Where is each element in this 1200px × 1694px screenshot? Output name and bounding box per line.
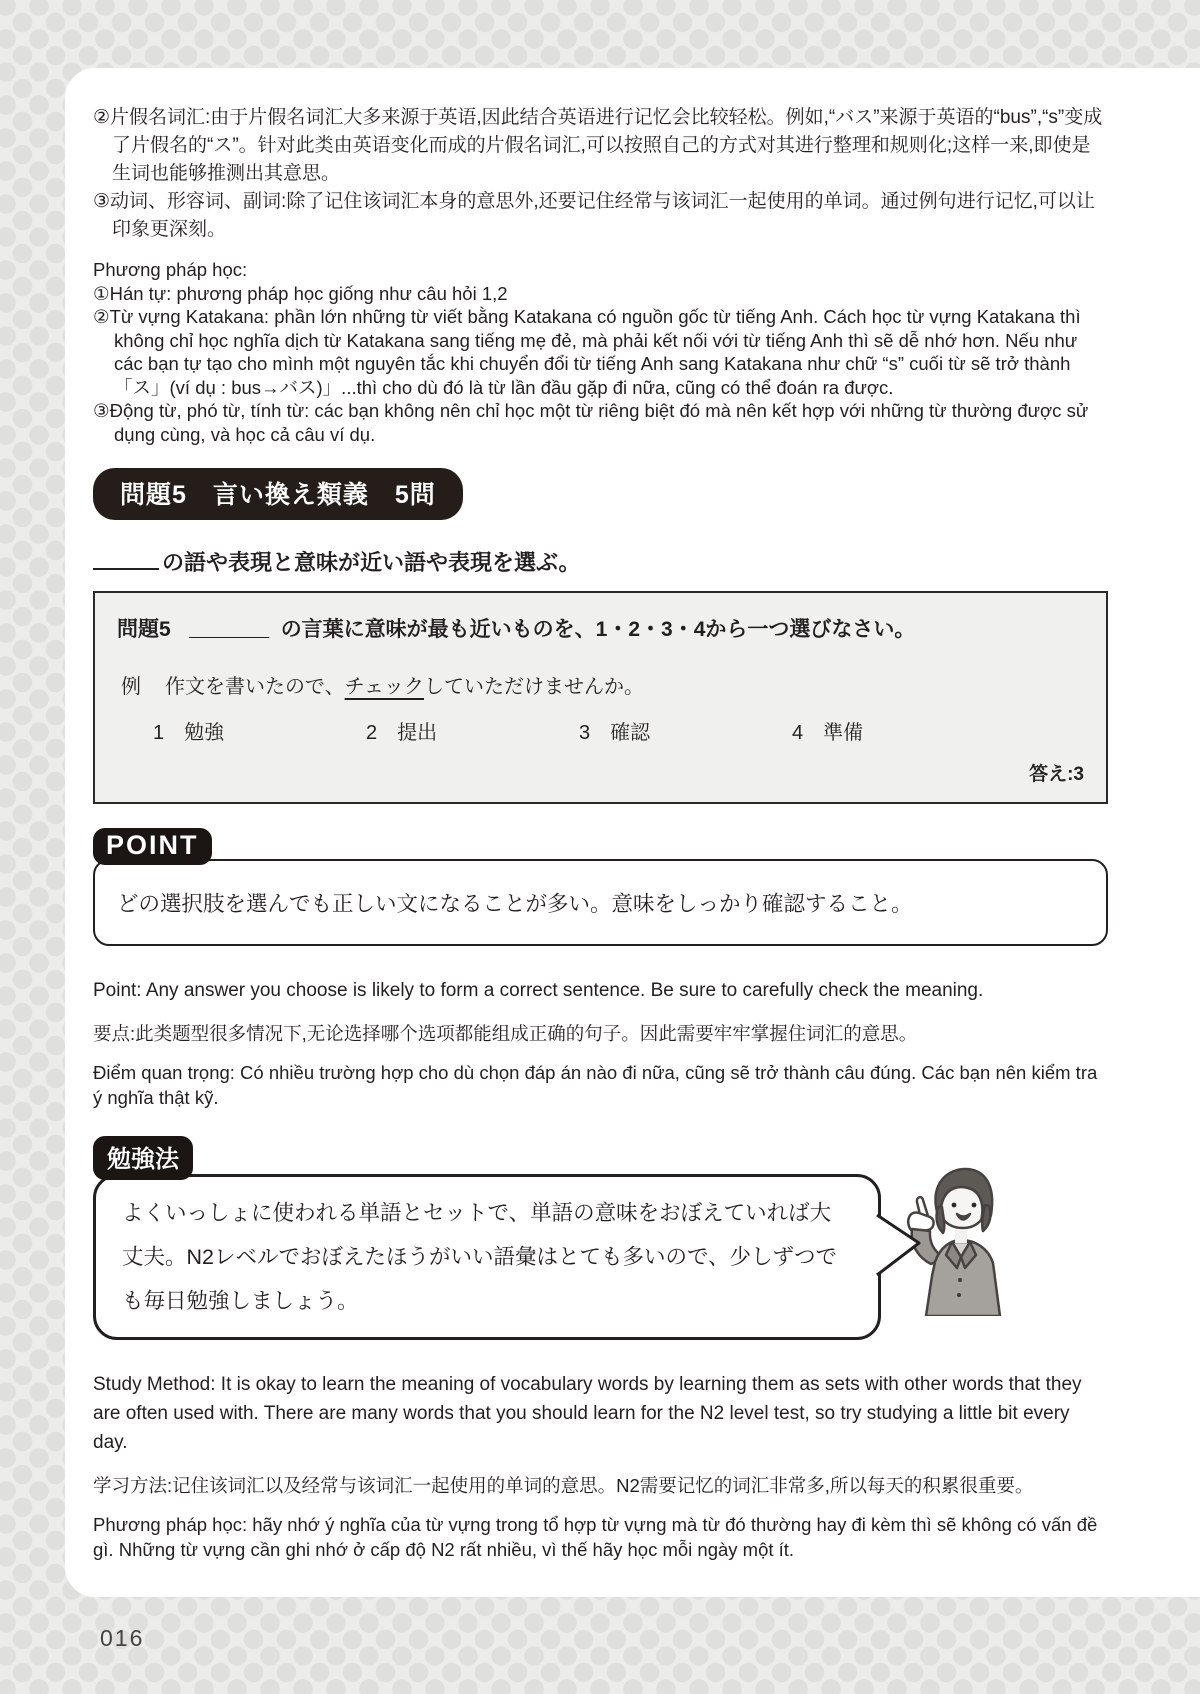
option-3: 3 確認: [579, 722, 651, 744]
option-1: 1 勉強: [153, 722, 225, 744]
point-text-cn: 要点:此类题型很多情况下,无论选择哪个选项都能组成正确的句子。因此需要牢牢掌握住词汇的意思。: [93, 1023, 918, 1044]
point-label: POINT: [93, 828, 212, 865]
speech-bubble: [93, 1174, 881, 1340]
point-text-vn: Điểm quan trọng: Có nhiều trường hợp cho dù chọn đáp án nào đi nữa, cũng sẽ trở thành câu đúng. Các bạn nên kiểm tra ý nghĩa thật kỹ.: [93, 1062, 1098, 1108]
question-prompt: [117, 613, 1084, 643]
speech-bubble-tail: [875, 1213, 921, 1277]
page-number: 016: [100, 1625, 145, 1651]
study-method-text-en: Study Method: It is okay to learn the meaning of vocabulary words by learning them as sets with other words that they are often used with. There are many words that you should learn for the N2 level test, so try studying a little bit every day.: [93, 1374, 1082, 1453]
point-text-en: Point: Any answer you choose is likely to form a correct sentence. Be sure to carefully check the meaning.: [93, 980, 984, 1001]
answer-key: 答え:3: [1029, 764, 1084, 785]
study-method-text-cn: 学习方法:记住该词汇以及经常与该词汇一起使用的单词的意思。N2需要记忆的词汇非常多,所以每天的积累很重要。: [93, 1475, 1034, 1496]
note-hantu-vn: ①Hán tự: phương pháp học giống như câu hỏi 1,2: [93, 282, 508, 304]
option-4: 4 準備: [792, 722, 864, 744]
prompt-label: 問題5: [117, 618, 171, 641]
example-question-box: [93, 591, 1108, 804]
note-verbs-vn: ③Động từ, phó từ, tính từ: các bạn không nên chỉ học một từ riêng biệt đó mà nên kết hợp với những từ thường được sử dụng cùng, và học cả câu ví dụ.: [93, 400, 1089, 445]
example-label: 例: [121, 676, 141, 698]
example-post-text: していただけませんか。: [424, 676, 645, 698]
vn-notes-title: Phương pháp học:: [93, 259, 248, 280]
note-verbs-adjectives-cn: ③动词、形容词、副词:除了记住该词汇本身的意思外,还要记住经常与该词汇一起使用的单词。通过例句进行记忆,可以让印象更深刻。: [93, 191, 1095, 240]
study-method-label: 勉強法: [93, 1136, 193, 1180]
section-title: 問題5 言い換え類義 5問: [120, 481, 436, 509]
prompt-blank-underline: [189, 617, 269, 638]
blank-underline: [93, 548, 159, 570]
option-2: 2 提出: [366, 722, 438, 744]
study-method-text-vn: Phương pháp học: hãy nhớ ý nghĩa của từ vựng trong tổ hợp từ vựng mà từ đó thường hay đi kèm thì sẽ không có vấn đề gì. Những từ vựng cần ghi nhớ ở cấp độ N2 rất nhiều, vì thế hãy học mỗi ngày một ít.: [93, 1514, 1098, 1560]
task-text: の語や表現と意味が近い語や表現を選ぶ。: [162, 550, 581, 575]
point-text-jp: どの選択肢を選んでも正しい文になることが多い。意味をしっかり確認すること。: [117, 892, 913, 916]
example-sentence: [121, 670, 1084, 699]
chinese-study-notes: [93, 104, 1108, 244]
content-card: [65, 68, 1200, 1597]
speech-bubble-text: よくいっしょに使われる単語とセットで、単語の意味をおぼえていれば大丈夫。N2レベルでおぼえたほうがいい語彙はとても多いので、少しずつでも毎日勉強しましょう。: [122, 1201, 838, 1313]
note-katakana-vn: ②Từ vựng Katakana: phần lớn những từ viết bằng Katakana có nguồn gốc từ tiếng Anh. Cách học từ vựng Katakana thì không chỉ học nghĩa dịch từ Katakana sang tiếng mẹ đẻ, mà phải kết nối với từ tiếng Anh thì sẽ dễ nhớ hơn. Nếu như các bạn tự tạo cho mình một nguyên tắc khi chuyển đổi từ tiếng Anh sang Katakana như chữ “s” cuối từ sẽ trở thành 「ス」(ví dụ : bus→バス)」...thì cho dù đó là từ lần đầu gặp đi nữa, cũng có thể đoán ra được.: [93, 306, 1081, 398]
answer-options-row: [153, 716, 1084, 745]
study-method-bubble-row: [93, 1174, 1108, 1340]
example-pre-text: 作文を書いたので、: [165, 676, 345, 698]
prompt-text: の言葉に意味が最も近いものを、1・2・3・4から一つ選びなさい。: [280, 618, 916, 641]
example-underlined-word: チェック: [344, 676, 425, 698]
vietnamese-study-notes: [93, 258, 1108, 446]
section-header-pill: [93, 468, 463, 520]
note-katakana-vocab-cn: ②片假名词汇:由于片假名词汇大多来源于英语,因此结合英语进行记忆会比较轻松。例如,“バス”来源于英语的“bus”,“s”变成了片假名的“ス”。针对此类由英语变化而成的片假名词汇,可以按照自己的方式对其进行整理和规则化;这样一来,即使是生词也能够推测出其意思。: [93, 107, 1103, 184]
task-description-line: [93, 546, 1108, 577]
point-box: [93, 859, 1108, 946]
